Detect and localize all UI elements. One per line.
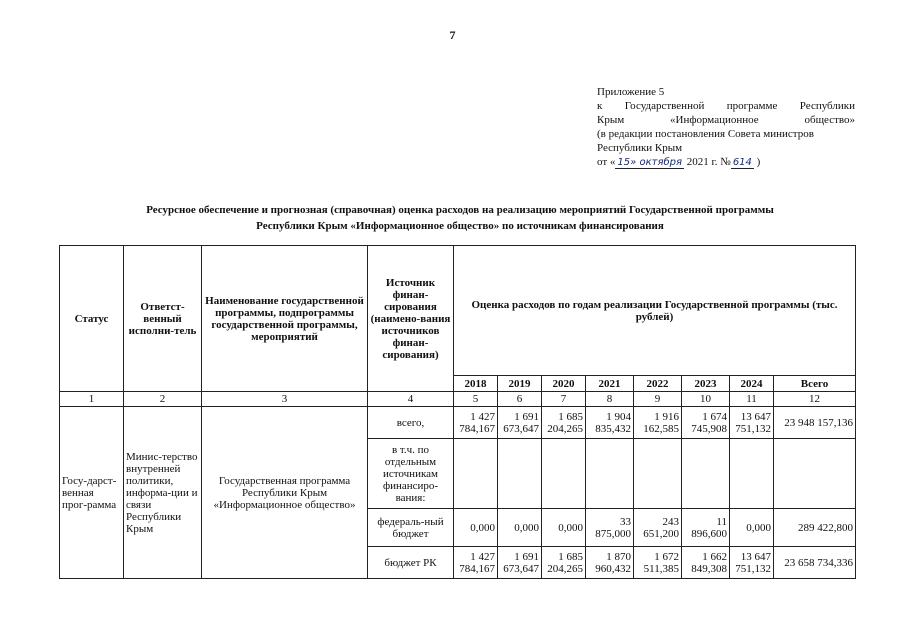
value-cell: 13 647 751,132 [730, 547, 774, 579]
appendix-line-4: (в редакции постановления Совета министров [597, 128, 814, 140]
header-year: 2023 [682, 376, 730, 392]
executor-cell: Минис-терство внутренней политики, информа-ции и связи Республики Крым [124, 407, 202, 579]
column-number: 4 [368, 392, 454, 407]
value-cell: 1 674 745,908 [682, 407, 730, 439]
status-cell: Госу-дарст-венная прог-рамма [60, 407, 124, 579]
column-number: 12 [774, 392, 856, 407]
value-cell: 1 916 162,585 [634, 407, 682, 439]
value-cell [498, 439, 542, 509]
appendix-block [597, 85, 855, 170]
handwritten-number: 614 [732, 157, 752, 168]
title-line-2: Республики Крым «Информационное общество» по источникам финансирования [256, 220, 664, 232]
column-number: 3 [202, 392, 368, 407]
value-cell: 1 870 960,432 [586, 547, 634, 579]
header-estimate: Оценка расходов по годам реализации Государственной программы (тыс. рублей) [454, 246, 856, 376]
value-cell [730, 439, 774, 509]
header-year: 2019 [498, 376, 542, 392]
column-number: 1 [60, 392, 124, 407]
value-cell [634, 439, 682, 509]
program-cell: Государственная программа Республики Крым «Информационное общество» [202, 407, 368, 579]
value-cell [454, 439, 498, 509]
column-number: 7 [542, 392, 586, 407]
header-year: 2018 [454, 376, 498, 392]
date-prefix: от « [597, 156, 616, 168]
column-number: 11 [730, 392, 774, 407]
value-cell: 1 685 204,265 [542, 407, 586, 439]
value-cell: 0,000 [730, 509, 774, 547]
column-number: 10 [682, 392, 730, 407]
value-cell [682, 439, 730, 509]
header-source: Источник финан-сирования (наимено-вания источников финан-сирования) [368, 246, 454, 392]
header-year: 2020 [542, 376, 586, 392]
source-cell: бюджет РК [368, 547, 454, 579]
appendix-line-1: Приложение 5 [597, 86, 665, 98]
source-cell: федераль-ный бюджет [368, 509, 454, 547]
value-cell: 1 672 511,385 [634, 547, 682, 579]
value-cell: 0,000 [454, 509, 498, 547]
date-year: 2021 г. № [686, 156, 731, 168]
handwritten-date: 15» октября [617, 157, 683, 168]
resource-table [59, 245, 856, 579]
value-cell: 33 875,000 [586, 509, 634, 547]
value-cell: 23 948 157,136 [774, 407, 856, 439]
column-number: 9 [634, 392, 682, 407]
value-cell: 1 691 673,647 [498, 547, 542, 579]
appendix-line-5: Республики Крым [597, 142, 683, 154]
value-cell [774, 439, 856, 509]
value-cell: 13 647 751,132 [730, 407, 774, 439]
appendix-date-line [597, 155, 855, 170]
value-cell: 1 427 784,167 [454, 547, 498, 579]
value-cell: 0,000 [498, 509, 542, 547]
date-suffix: ) [756, 156, 761, 168]
header-year: 2022 [634, 376, 682, 392]
page-number: 7 [449, 28, 456, 42]
title-line-1: Ресурсное обеспечение и прогнозная (справочная) оценка расходов на реализацию мероприятий Государственной программы [146, 204, 774, 216]
header-year: 2021 [586, 376, 634, 392]
column-number: 5 [454, 392, 498, 407]
column-number: 2 [124, 392, 202, 407]
value-cell: 1 691 673,647 [498, 407, 542, 439]
value-cell: 0,000 [542, 509, 586, 547]
source-cell: в т.ч. по отдельным источникам финансиро-вания: [368, 439, 454, 509]
header-status: Статус [60, 246, 124, 392]
header-total: Всего [774, 376, 856, 392]
document-title [60, 202, 860, 234]
column-number: 6 [498, 392, 542, 407]
header-executor: Ответст-венный исполни-тель [124, 246, 202, 392]
value-cell: 11 896,600 [682, 509, 730, 547]
column-number: 8 [586, 392, 634, 407]
value-cell: 1 904 835,432 [586, 407, 634, 439]
appendix-line-2: к Государственной программе Республики [597, 100, 855, 112]
value-cell: 289 422,800 [774, 509, 856, 547]
value-cell [542, 439, 586, 509]
value-cell: 1 685 204,265 [542, 547, 586, 579]
source-cell: всего, [368, 407, 454, 439]
appendix-line-3: Крым «Информационное общество» [597, 114, 855, 126]
value-cell: 1 662 849,308 [682, 547, 730, 579]
value-cell: 243 651,200 [634, 509, 682, 547]
value-cell [586, 439, 634, 509]
value-cell: 1 427 784,167 [454, 407, 498, 439]
header-year: 2024 [730, 376, 774, 392]
header-program-name: Наименование государственной программы, подпрограммы государственной программы, мероприятий [202, 246, 368, 392]
value-cell: 23 658 734,336 [774, 547, 856, 579]
